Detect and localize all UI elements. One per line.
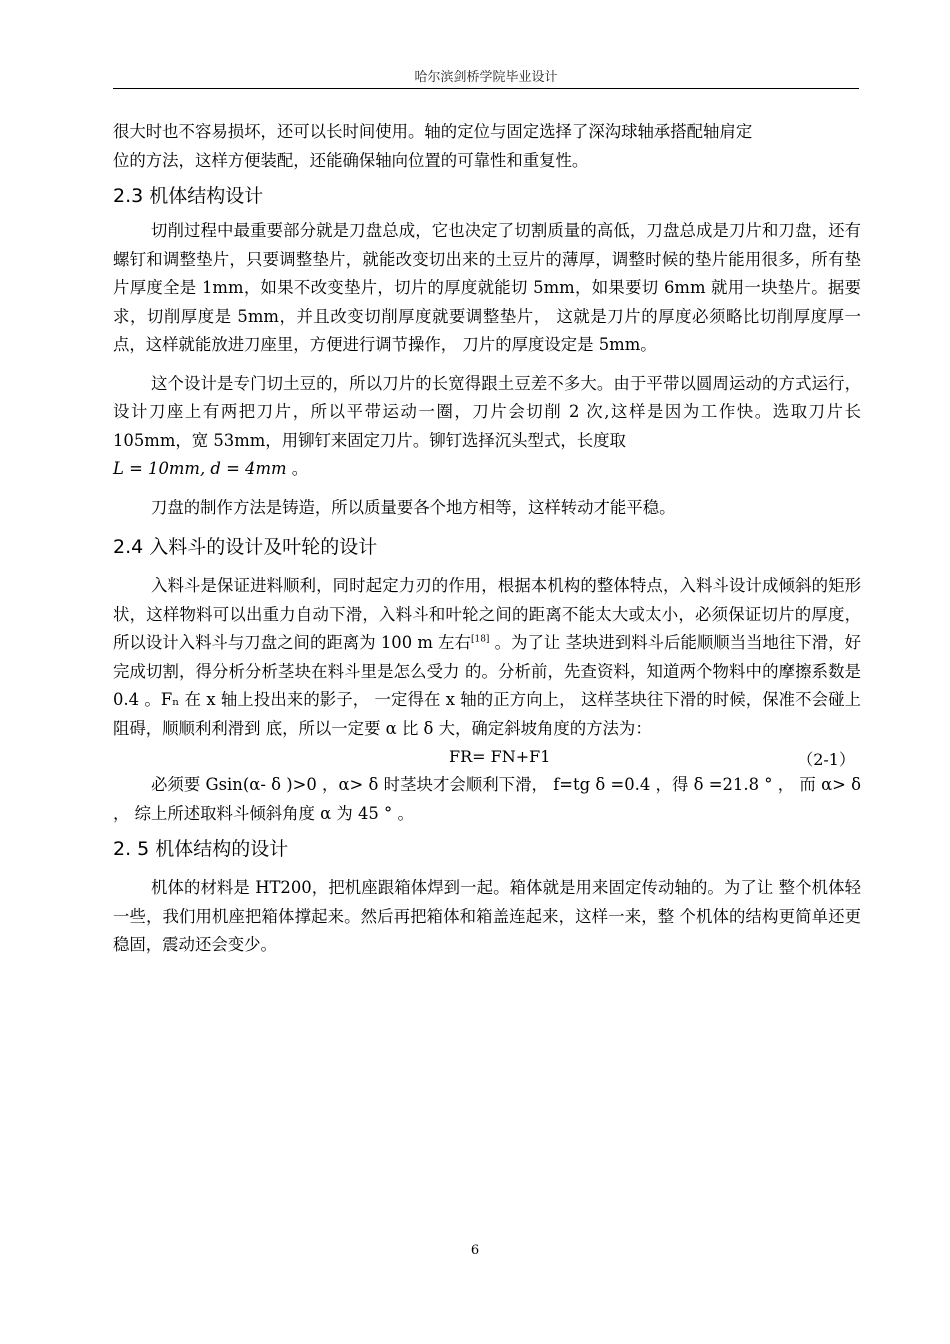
equation-number: （2-1） [797, 750, 855, 769]
paragraph-text-a: 入料斗是保证进料顺利，同时起定力刃的作用，根据本机构的整体特点，入料斗设计成倾斜的矩形状，这样物料可以出重力自动下滑，入料斗和叶轮之间的距离不能太大或太小，必须保证切片的厚度， 所以设计入料斗与刀盘之间的距离为 100 m 左右 [113, 576, 861, 652]
section-2-5-paragraph-1: 机体的材料是 HT200，把机座跟箱体焊到一起。箱体就是用来固定传动轴的。为了让 整个机体轻一些，我们用机座把箱体撑起来。然后再把箱体和箱盖连起来，这样一来，整 个机体的结构更简单还更稳固，震动还会变少。 [113, 878, 861, 954]
paragraph-text-b: 。为了让 茎块进到料斗后能顺顺当当地往下滑，好完成切割，得分析分析茎块在料斗里是怎么受力 的。分析前，先查资料，知道两个物料中的摩擦系数是 0.4 。Fₙ 在 x 轴上投出来的影子， 一定得在 x 轴的正方向上， 这样茎块往下滑的时候，保准不会碰上阻碍，顺顺利利滑到 底，所以一定要 α 比 δ 大，确定斜坡角度的方法为： [113, 633, 861, 738]
citation-reference: [18] [470, 634, 490, 645]
page-header: 哈尔滨剑桥学院毕业设计 [414, 70, 558, 85]
section-2-5-heading: 2. 5 机体结构的设计 [113, 838, 289, 860]
intro-line-1: 很大时也不容易损坏，还可以长时间使用。轴的定位与固定选择了深沟球轴承搭配轴肩定 [113, 122, 753, 141]
intro-line-2: 位的方法，这样方便装配，还能确保轴向位置的可靠性和重复性。 [113, 150, 589, 170]
section-2-3-paragraph-2 [113, 370, 861, 484]
section-2-3-heading: 2.3 机体结构设计 [113, 185, 264, 207]
rivet-dimension-formula: L = 10mm, d = 4mm [113, 459, 287, 478]
section-2-3-paragraph-1: 切削过程中最重要部分就是刀盘总成，它也决定了切割质量的高低，刀盘总成是刀片和刀盘，还有螺钉和调整垫片，只要调整垫片，就能改变切出来的土豆片的薄厚，调整时候的垫片能用很多，所有垫片厚度全是 1mm，如果不改变垫片，切片的厚度就能切 5mm，如果要切 6mm 就用一块垫片。据要求，切削厚度是 5mm，并且改变切削厚度就要调整垫片， 这就是刀片的厚度必须略比切削厚度厚一点，这样就能放进刀座里，方便进行调节操作， 刀片的厚度设定是 5mm。 [113, 221, 861, 354]
section-2-4-paragraph-1 [113, 572, 861, 743]
header-divider [113, 88, 859, 89]
section-2-3-paragraph-3: 刀盘的制作方法是铸造，所以质量要各个地方相等，这样转动才能平稳。 [151, 497, 676, 517]
page-number: 6 [470, 1243, 480, 1258]
paragraph-2-end: 。 [286, 459, 309, 478]
section-2-4-heading: 2.4 入料斗的设计及叶轮的设计 [113, 536, 378, 558]
section-2-4-paragraph-2: 必须要 Gsin(α- δ )>0 ，α> δ 时茎块才会顺利下滑， f=tg δ =0.4 ，得 δ =21.8 ° ， 而 α> δ ， 综上所述取料斗倾斜角度 α 为 45 ° 。 [113, 775, 861, 823]
equation-row [113, 743, 861, 771]
document-body [113, 118, 861, 960]
friction-formula: FR= FN+F1 [449, 747, 551, 766]
paragraph-2-text: 这个设计是专门切土豆的，所以刀片的长宽得跟土豆差不多大。由于平带以圆周运动的方式运行，设计刀座上有两把刀片，所以平带运动一圈，刀片会切削 2 次,这样是因为工作快。选取刀片长 105mm，宽 53mm，用铆钉来固定刀片。铆钉选择沉头型式，长度取 [113, 373, 861, 450]
